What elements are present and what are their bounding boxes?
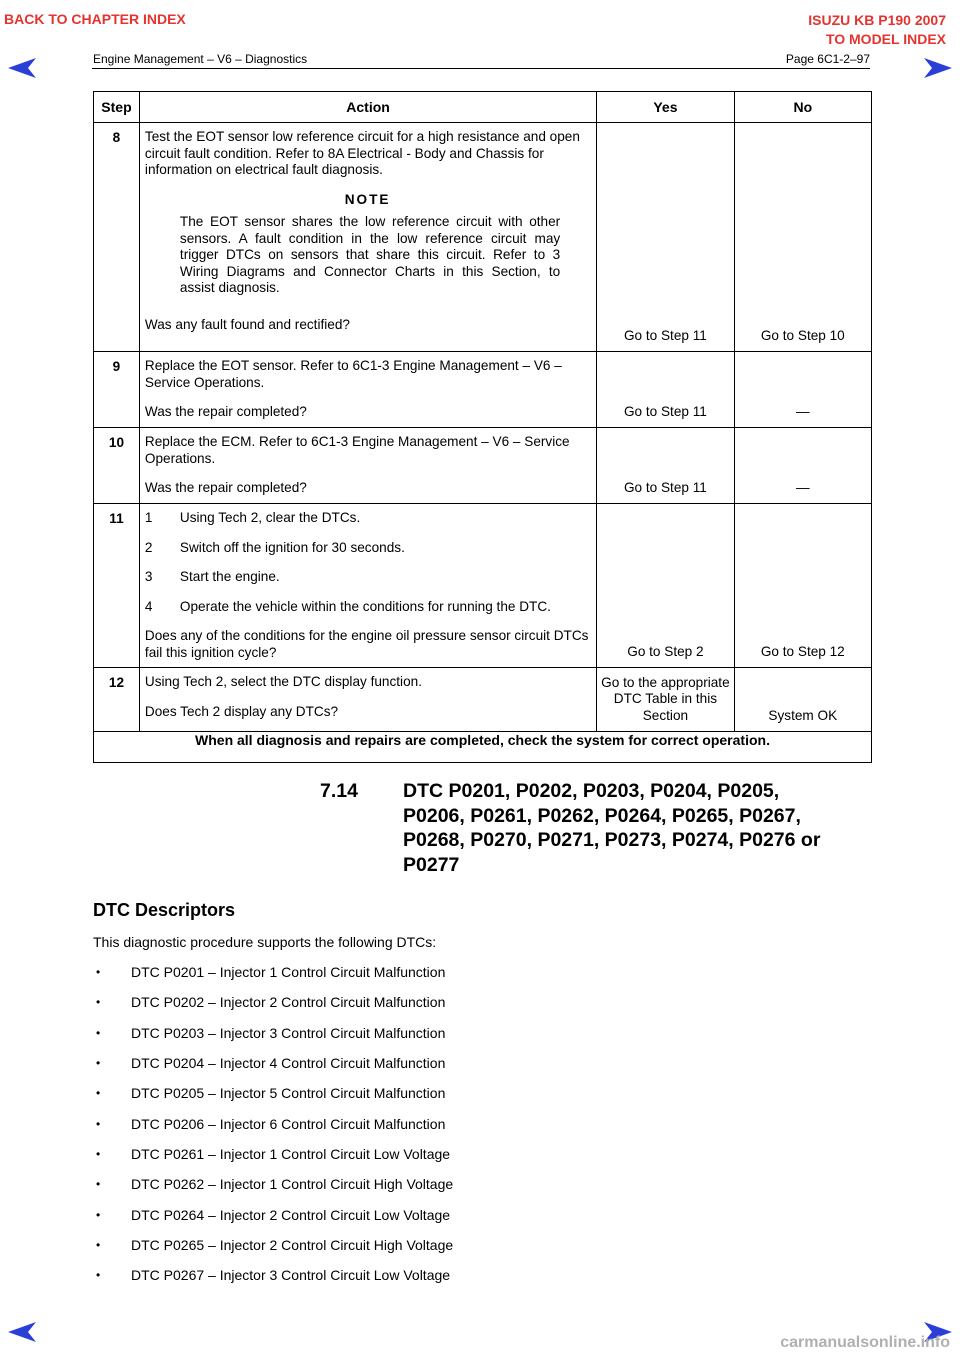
col-header-no: No — [734, 92, 871, 123]
list-number: 4 — [144, 598, 153, 614]
step-question: Does Tech 2 display any DTCs? — [144, 703, 339, 719]
dtc-text: DTC P0262 – Injector 1 Control Circuit High Voltage — [131, 1176, 454, 1193]
step-number: 8 — [112, 130, 121, 145]
list-item — [93, 1230, 453, 1260]
list-number: 2 — [144, 539, 153, 555]
list-item — [93, 1018, 453, 1048]
table-row — [94, 123, 872, 352]
next-page-arrow-icon[interactable] — [924, 58, 952, 78]
dtc-text: DTC P0201 – Injector 1 Control Circuit Malfunction — [131, 964, 446, 981]
header-rule — [92, 68, 870, 69]
dtc-text: DTC P0206 – Injector 6 Control Circuit Malfunction — [131, 1115, 446, 1132]
bullet: • — [96, 995, 101, 1010]
dtc-text: DTC P0264 – Injector 2 Control Circuit Low Voltage — [131, 1206, 451, 1223]
list-item: Start the engine. — [179, 569, 280, 584]
dtc-list — [93, 957, 453, 1290]
table-footer: When all diagnosis and repairs are completed, check the system for correct operation. — [94, 732, 872, 763]
subsection-title: DTC Descriptors — [93, 900, 236, 920]
no-result: — — [796, 403, 810, 419]
col-header-yes: Yes — [597, 92, 734, 123]
list-item — [93, 1260, 453, 1290]
dtc-text: DTC P0204 – Injector 4 Control Circuit Malfunction — [131, 1055, 446, 1072]
table-row — [94, 352, 872, 428]
section-number: 7.14 — [320, 780, 358, 802]
table-row — [94, 428, 872, 504]
step-question: Was the repair completed? — [144, 404, 307, 419]
list-item: Switch off the ignition for 30 seconds. — [179, 539, 405, 555]
step-question: Was the repair completed? — [144, 480, 307, 495]
no-result: Go to Step 12 — [760, 643, 845, 659]
bullet: • — [96, 1237, 101, 1252]
yes-result: Go to Step 11 — [623, 479, 707, 495]
bullet: • — [96, 965, 101, 980]
no-result: — — [796, 479, 810, 495]
note-body: The EOT sensor shares the low reference circuit with other sensors. A fault condition in the low reference circuit may trigger DTCs on sensors that share this circuit. Refer to 3 Wiring Diagrams and Connector Charts in this Section, to assist diagnosis. — [179, 214, 561, 295]
bullet: • — [96, 1086, 101, 1101]
header-page-number: Page 6C1-2–97 — [785, 52, 870, 66]
section-heading — [320, 779, 823, 877]
list-item — [93, 957, 453, 987]
back-to-chapter-index-link[interactable]: BACK TO CHAPTER INDEX — [4, 11, 186, 27]
list-item — [93, 1048, 453, 1078]
table-row — [94, 668, 872, 732]
list-item — [93, 1139, 453, 1169]
table-footer-row — [94, 732, 872, 763]
col-header-step: Step — [94, 92, 140, 123]
bullet: • — [96, 1116, 101, 1131]
step-number: 9 — [112, 359, 121, 374]
step-number: 10 — [108, 435, 125, 450]
list-item — [93, 1108, 453, 1138]
yes-result: Go to Step 11 — [623, 327, 707, 343]
dtc-text: DTC P0267 – Injector 3 Control Circuit Low Voltage — [131, 1267, 451, 1284]
bullet: • — [96, 1177, 101, 1192]
step-number: 12 — [108, 675, 125, 690]
bullet: • — [96, 1268, 101, 1283]
intro-text: This diagnostic procedure supports the following DTCs: — [93, 934, 437, 950]
prev-page-arrow-icon[interactable] — [8, 58, 36, 78]
bullet: • — [96, 1056, 101, 1071]
list-item: Using Tech 2, clear the DTCs. — [179, 510, 361, 525]
bullet: • — [96, 1207, 101, 1222]
step-question: Was any fault found and rectified? — [144, 316, 350, 332]
list-item — [93, 1169, 453, 1199]
bullet: • — [96, 1146, 101, 1161]
bullet: • — [96, 1025, 101, 1040]
no-result: System OK — [768, 707, 838, 723]
yes-result: Go to Step 11 — [623, 403, 707, 419]
list-number: 3 — [144, 569, 153, 584]
yes-result: Go to Step 2 — [627, 643, 704, 659]
header-section-title: Engine Management – V6 – Diagnostics — [93, 52, 308, 66]
watermark: carmanualsonline.info — [780, 1334, 950, 1351]
step-action: Replace the EOT sensor. Refer to 6C1-3 Engine Management – V6 – Service Operations. — [144, 358, 562, 390]
prev-page-bottom-arrow-icon[interactable] — [8, 1322, 36, 1342]
col-header-action: Action — [139, 92, 596, 123]
list-number: 1 — [144, 510, 153, 525]
step-question: Does any of the conditions for the engine oil pressure sensor circuit DTCs fail this ignition cycle? — [144, 628, 589, 660]
list-item — [93, 987, 453, 1017]
dtc-text: DTC P0261 – Injector 1 Control Circuit Low Voltage — [131, 1145, 451, 1162]
no-result: Go to Step 10 — [760, 327, 845, 343]
model-index-link[interactable]: TO MODEL INDEX — [825, 31, 946, 47]
model-name: ISUZU KB P190 2007 — [808, 12, 946, 28]
model-nav — [808, 11, 946, 49]
table-header-row — [94, 92, 872, 123]
dtc-text: DTC P0265 – Injector 2 Control Circuit High Voltage — [131, 1236, 454, 1253]
table-row — [94, 504, 872, 668]
section-title: DTC P0201, P0202, P0203, P0204, P0205, P0206, P0261, P0262, P0264, P0265, P0267, P0268, P0270, P0271, P0273, P0274, P0276 or P0277 — [403, 780, 821, 876]
step-action: Using Tech 2, select the DTC display function. — [144, 674, 422, 689]
yes-result: Go to the appropriate DTC Table in this Section — [601, 674, 730, 723]
step-action: Replace the ECM. Refer to 6C1-3 Engine Management – V6 – Service Operations. — [144, 434, 570, 466]
dtc-text: DTC P0202 – Injector 2 Control Circuit Malfunction — [131, 994, 446, 1011]
dtc-text: DTC P0205 – Injector 5 Control Circuit Malfunction — [131, 1085, 446, 1102]
list-item — [93, 1199, 453, 1229]
diagnostic-table — [93, 91, 872, 763]
list-item: Operate the vehicle within the conditions for running the DTC. — [179, 598, 551, 614]
step-action: Test the EOT sensor low reference circuit for a high resistance and open circuit fault condition. Refer to 8A Electrical - Body and Chassis for information on electrical fault diagnosis. — [144, 129, 580, 177]
note-title: NOTE — [344, 191, 391, 207]
step-number: 11 — [109, 511, 124, 526]
list-item — [93, 1078, 453, 1108]
dtc-text: DTC P0203 – Injector 3 Control Circuit Malfunction — [131, 1024, 446, 1041]
